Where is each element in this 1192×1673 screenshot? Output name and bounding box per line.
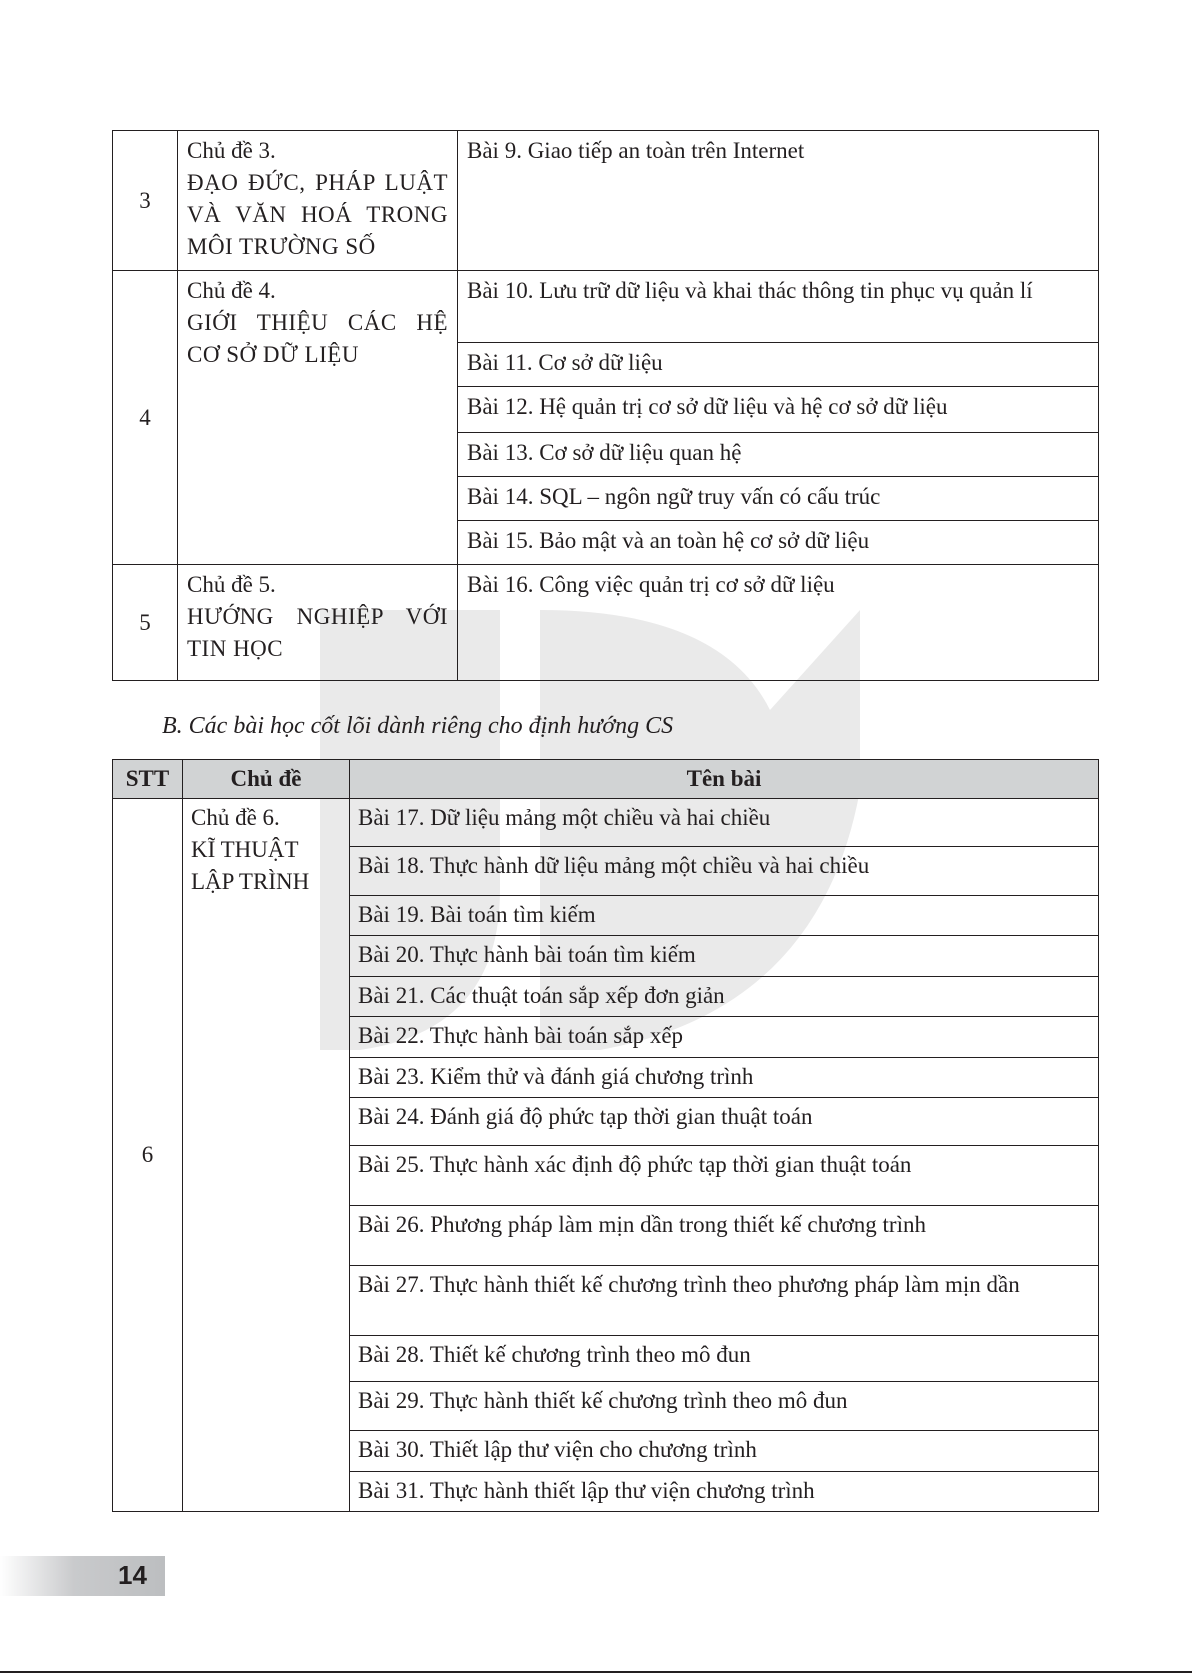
topic-cell bbox=[178, 131, 458, 271]
lesson-cell: Bài 14. SQL – ngôn ngữ truy vấn có cấu trúc bbox=[458, 477, 1099, 521]
header-stt: STT bbox=[113, 760, 183, 799]
lesson-cell: Bài 18. Thực hành dữ liệu mảng một chiều và hai chiều bbox=[350, 847, 1099, 896]
topic-name-line: HƯỚNG NGHIỆP VỚI bbox=[187, 604, 448, 629]
lesson-cell: Bài 17. Dữ liệu mảng một chiều và hai chiều bbox=[350, 799, 1099, 847]
header-topic: Chủ đề bbox=[183, 760, 350, 799]
topic-name-line: GIỚI THIỆU CÁC HỆ bbox=[187, 310, 448, 335]
stt-cell: 5 bbox=[113, 565, 178, 681]
lesson-cell: Bài 12. Hệ quản trị cơ sở dữ liệu và hệ cơ sở dữ liệu bbox=[458, 387, 1099, 433]
lesson-table-a bbox=[112, 130, 1099, 681]
topic-label: Chủ đề 4. bbox=[187, 278, 276, 303]
lesson-cell: Bài 22. Thực hành bài toán sắp xếp bbox=[350, 1017, 1099, 1058]
lesson-cell: Bài 25. Thực hành xác định độ phức tạp thời gian thuật toán bbox=[350, 1146, 1099, 1206]
lesson-cell: Bài 13. Cơ sở dữ liệu quan hệ bbox=[458, 433, 1099, 477]
lesson-cell: Bài 31. Thực hành thiết lập thư viện chương trình bbox=[350, 1472, 1099, 1512]
lesson-cell: Bài 16. Công việc quản trị cơ sở dữ liệu bbox=[458, 565, 1099, 681]
topic-name-line: ĐẠO ĐỨC, PHÁP LUẬT bbox=[187, 170, 448, 195]
lesson-cell: Bài 28. Thiết kế chương trình theo mô đun bbox=[350, 1336, 1099, 1382]
topic-name-line: VÀ VĂN HOÁ TRONG bbox=[187, 202, 448, 227]
lesson-cell: Bài 29. Thực hành thiết kế chương trình theo mô đun bbox=[350, 1382, 1099, 1431]
lesson-cell: Bài 9. Giao tiếp an toàn trên Internet bbox=[458, 131, 1099, 271]
topic-name-line: KĨ THUẬT bbox=[191, 837, 299, 862]
lesson-cell: Bài 26. Phương pháp làm mịn dần trong thiết kế chương trình bbox=[350, 1206, 1099, 1266]
lesson-cell: Bài 15. Bảo mật và an toàn hệ cơ sở dữ liệu bbox=[458, 521, 1099, 565]
topic-name-line: CƠ SỞ DỮ LIỆU bbox=[187, 342, 359, 367]
topic-cell bbox=[178, 565, 458, 681]
lesson-cell: Bài 23. Kiểm thử và đánh giá chương trình bbox=[350, 1058, 1099, 1098]
lesson-cell: Bài 19. Bài toán tìm kiếm bbox=[350, 896, 1099, 936]
topic-cell bbox=[178, 271, 458, 565]
lesson-cell: Bài 10. Lưu trữ dữ liệu và khai thác thông tin phục vụ quản lí bbox=[458, 271, 1099, 343]
lesson-table-b bbox=[112, 759, 1099, 1512]
header-lesson-name: Tên bài bbox=[350, 760, 1099, 799]
section-b-heading: B. Các bài học cốt lõi dành riêng cho định hướng CS bbox=[162, 713, 674, 739]
topic-name-line: TIN HỌC bbox=[187, 636, 284, 661]
topic-cell bbox=[183, 799, 350, 1512]
lesson-cell: Bài 24. Đánh giá độ phức tạp thời gian thuật toán bbox=[350, 1098, 1099, 1146]
topic-label: Chủ đề 3. bbox=[187, 138, 276, 163]
lesson-cell: Bài 11. Cơ sở dữ liệu bbox=[458, 343, 1099, 387]
lesson-cell: Bài 30. Thiết lập thư viện cho chương trình bbox=[350, 1431, 1099, 1472]
topic-name-line: MÔI TRƯỜNG SỐ bbox=[187, 234, 376, 259]
stt-cell: 3 bbox=[113, 131, 178, 271]
lesson-cell: Bài 21. Các thuật toán sắp xếp đơn giản bbox=[350, 977, 1099, 1017]
topic-label: Chủ đề 5. bbox=[187, 572, 276, 597]
topic-label: Chủ đề 6. bbox=[191, 805, 280, 830]
page-number: 14 bbox=[118, 1560, 147, 1590]
topic-name-line: LẬP TRÌNH bbox=[191, 869, 310, 894]
lesson-cell: Bài 27. Thực hành thiết kế chương trình theo phương pháp làm mịn dần bbox=[350, 1266, 1099, 1336]
stt-cell: 6 bbox=[113, 799, 183, 1512]
lesson-cell: Bài 20. Thực hành bài toán tìm kiếm bbox=[350, 936, 1099, 977]
stt-cell: 4 bbox=[113, 271, 178, 565]
